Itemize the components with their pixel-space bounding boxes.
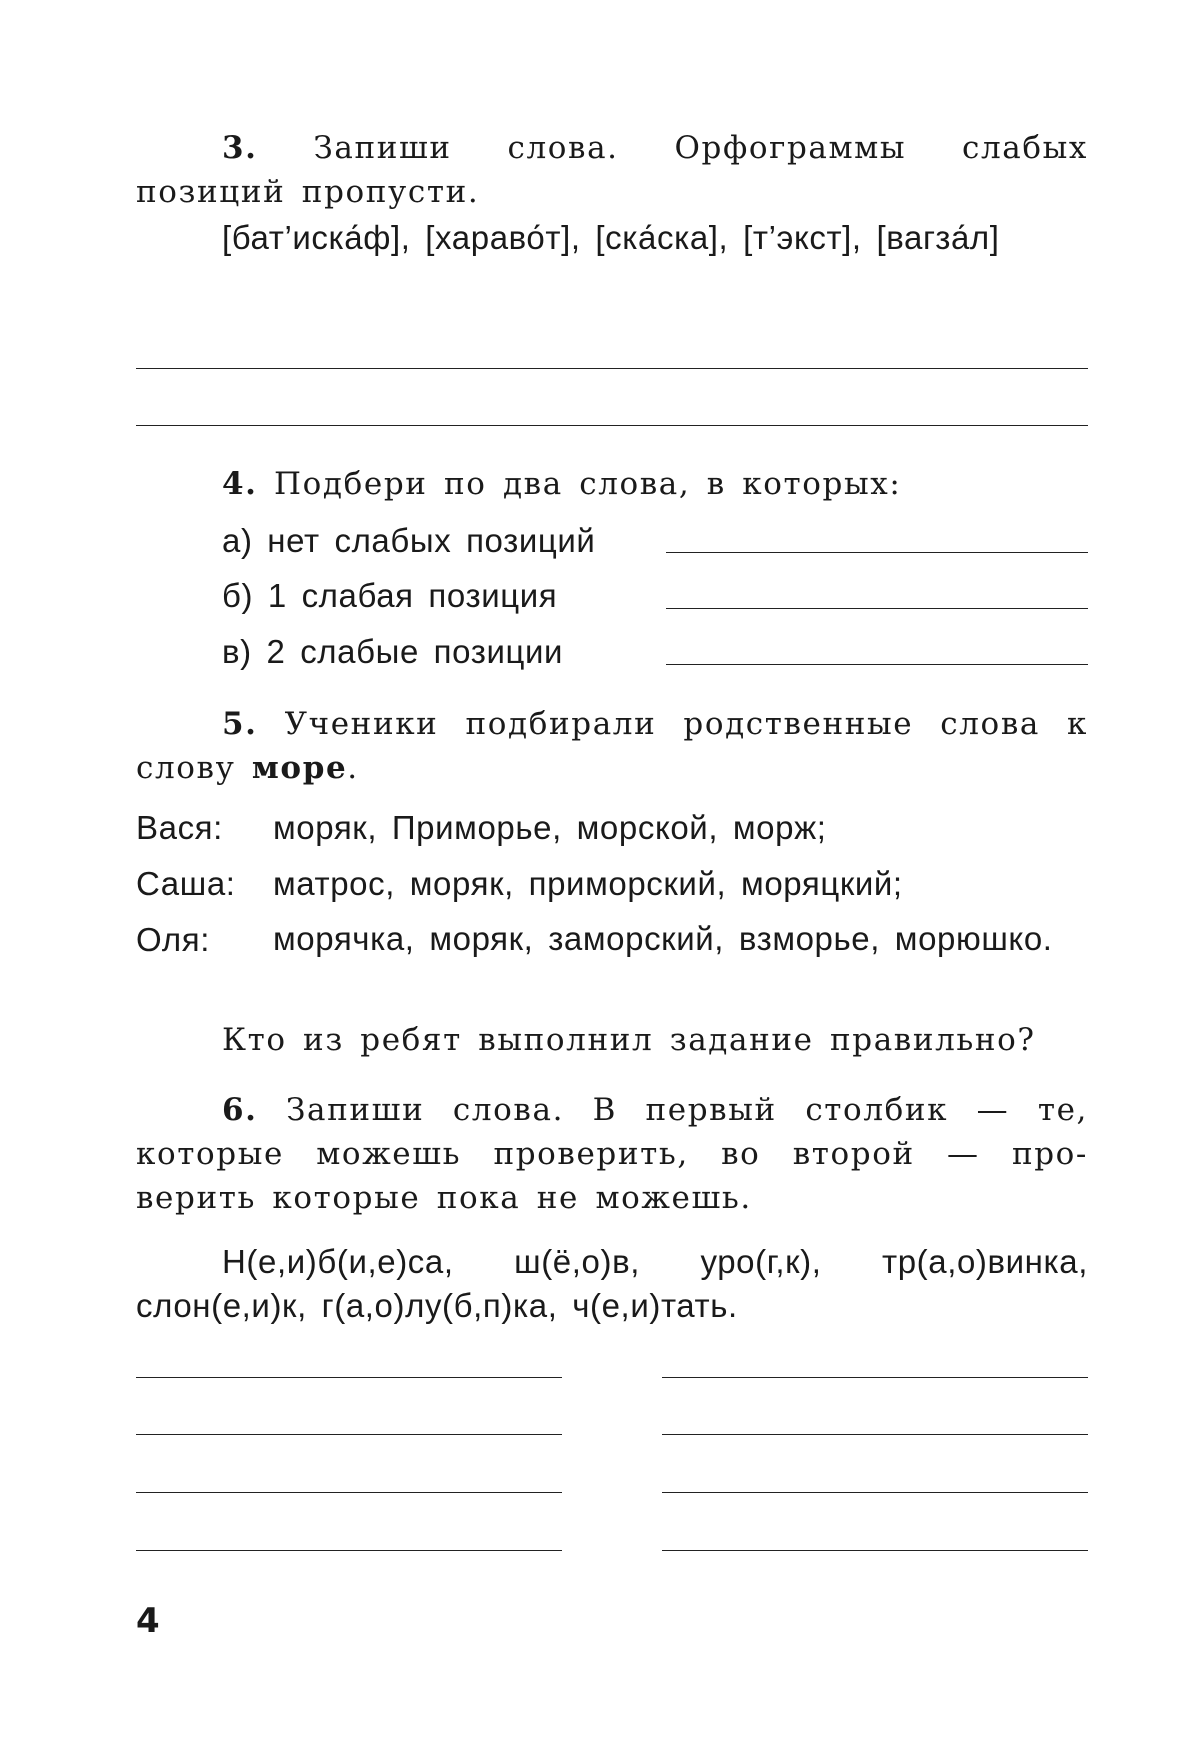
- answer-line[interactable]: [666, 608, 1088, 609]
- task-4-option-c: в) 2 слабые позиции: [222, 633, 564, 670]
- task-3-text: Запиши слова. Орфограммы слабых позиций пропусти.: [136, 130, 1088, 210]
- task-6-text: Запиши слова. В первый столбик — те, которые можешь проверить, во второй — про-верить которые пока не можешь.: [136, 1092, 1088, 1216]
- answer-line[interactable]: [662, 1377, 1088, 1378]
- task-5-text: Ученики подбирали родственные слова к слову: [136, 706, 1088, 786]
- answer-row-vasya: [136, 807, 1088, 851]
- answer-line[interactable]: [136, 425, 1088, 426]
- answer-line[interactable]: [136, 1492, 562, 1493]
- student-words: морячка, моряк, заморский, взморье, морюшко.: [273, 920, 1053, 957]
- answer-row-sasha: [136, 863, 1088, 907]
- task-4-instruction: [136, 462, 1088, 506]
- task-6-instruction: [136, 1088, 1088, 1220]
- student-words: матрос, моряк, приморский, моряцкий;: [273, 865, 903, 902]
- task-5-question: Кто из ребят выполнил задание правильно?: [222, 1022, 1036, 1058]
- task-6-words: Н(е,и)б(и,е)са, ш(ё,о)в, уро(г,к), тр(а,о)винка, слон(е,и)к, г(а,о)лу(б,п)ка, ч(е,и)тать.: [136, 1243, 1088, 1324]
- answer-line[interactable]: [136, 368, 1088, 369]
- student-words: моряк, Приморье, морской, морж;: [273, 809, 827, 846]
- task-6-number: 6.: [222, 1092, 258, 1128]
- task-3-words: [бат’иска́ф], [харaво́т], [ска́ска], [т’экст], [вагза́л]: [222, 219, 1000, 256]
- task-4-option-a: а) нет слабых позиций: [222, 522, 596, 559]
- task-4-text: Подбери по два слова, в которых:: [274, 466, 902, 502]
- task-3-number: 3.: [222, 130, 258, 166]
- answer-line[interactable]: [662, 1550, 1088, 1551]
- task-5-number: 5.: [222, 706, 258, 742]
- answer-line[interactable]: [662, 1492, 1088, 1493]
- answer-line[interactable]: [662, 1434, 1088, 1435]
- answer-line[interactable]: [136, 1377, 562, 1378]
- student-name: Саша:: [136, 865, 236, 902]
- answer-line[interactable]: [666, 552, 1088, 553]
- answer-line[interactable]: [136, 1434, 562, 1435]
- task-4-option-b: б) 1 слабая позиция: [222, 577, 558, 614]
- answer-line[interactable]: [136, 1550, 562, 1551]
- task-3-instruction: [136, 126, 1088, 214]
- task-5-period: .: [347, 750, 359, 786]
- task-5-keyword: море: [251, 750, 348, 786]
- answer-row-olya: [136, 919, 1088, 1007]
- answer-line[interactable]: [666, 664, 1088, 665]
- student-name: Вася:: [136, 809, 223, 846]
- student-name: Оля:: [136, 921, 210, 958]
- task-5-instruction: [136, 702, 1088, 790]
- task-4-number: 4.: [222, 466, 258, 502]
- page-number: 4: [136, 1601, 160, 1641]
